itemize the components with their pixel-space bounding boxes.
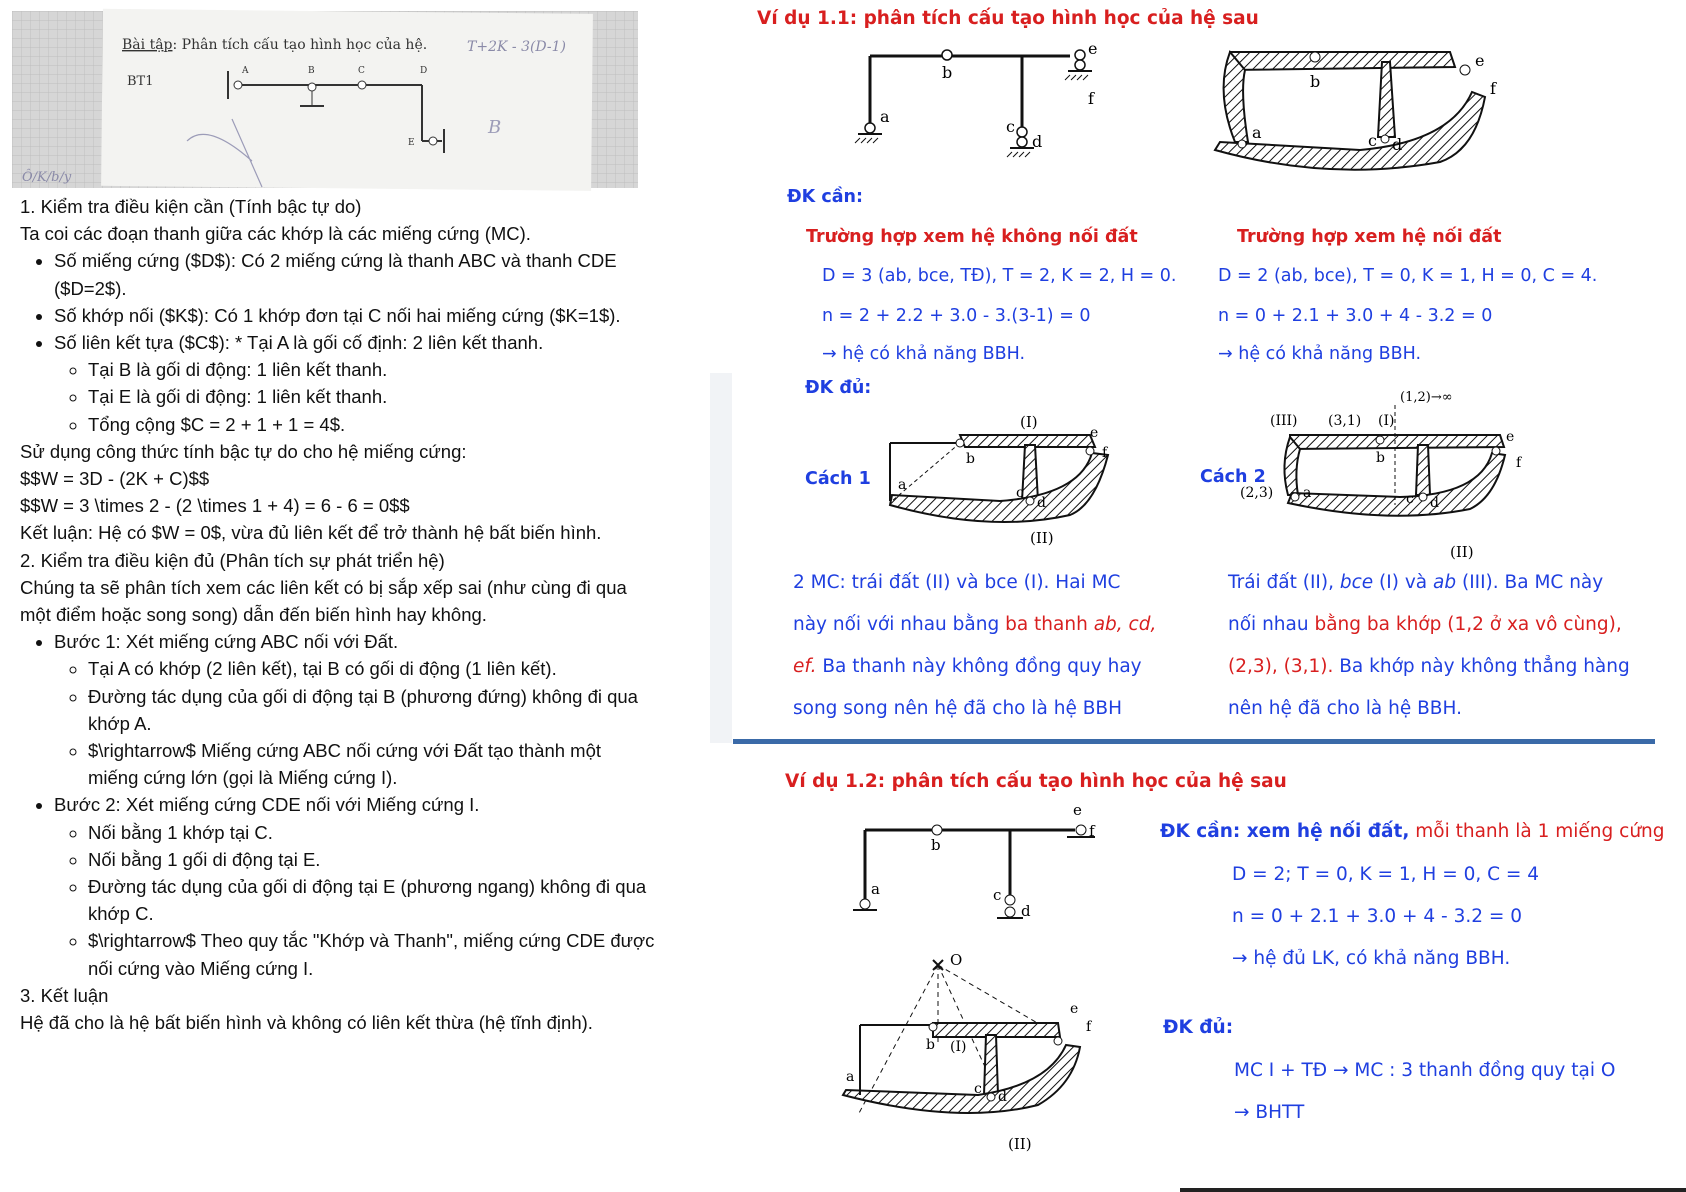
photo-heading: Bài tập: Phân tích cấu tạo hình học của hệ. <box>122 37 428 53</box>
step-1: • Bước 1: Xét miếng cứng ABC nối với Đất. ◦ Tại A có khớp (2 liên kết), tại B có gối di động (1 liên kết). ◦ Đường tác dụng của gối di động tại B (phương đứng) không đi qua khớp A. ◦ $\rightarrow$ Miếng cứng ABC nối cứng với Đất tạo thành một miếng cứng lớn (gọi là Miếng cứng I). <box>54 628 655 791</box>
ex1-c2-label-a: a <box>1303 485 1312 501</box>
ex1-c1-label-d: d <box>1037 495 1046 511</box>
section-1-intro: Ta coi các đoạn thanh giữa các khớp là các miếng cứng (MC). <box>20 223 531 245</box>
ex2-hatch-label-II: (II) <box>1008 1135 1032 1153</box>
homework-photo-drawing <box>12 11 638 188</box>
ex1-label-d: d <box>1032 132 1043 151</box>
example-1-1-title: Ví dụ 1.1: phân tích cấu tạo hình học của hệ sau <box>757 8 1259 29</box>
ex2-label-a: a <box>871 880 880 898</box>
explanation-segment: Ba khớp này không thẳng hàng <box>1333 656 1630 677</box>
ex1-c2-label-d: d <box>1430 495 1439 511</box>
example-1-2-title: Ví dụ 1.2: phân tích cấu tạo hình học của hệ sau <box>785 771 1287 792</box>
explanation-line <box>1228 688 1668 730</box>
ex2-hatch-label-I: (I) <box>950 1039 967 1055</box>
explanation-segment: ab, cd, <box>1093 614 1157 635</box>
explanation-segment: ab <box>1433 572 1457 593</box>
ex1-case-right-title: Trường hợp xem hệ nối đất <box>1237 227 1502 247</box>
explanation-segment: (2,3), (3,1). <box>1228 656 1334 677</box>
ex1-label-c: c <box>1006 117 1015 136</box>
explanation-line <box>793 562 1183 604</box>
explanation-line <box>1228 604 1668 646</box>
explanation-segment: Ba thanh này không đồng quy hay <box>816 656 1142 677</box>
ex1-cach1-diagram <box>880 405 1120 550</box>
list-item: ◦ Tại B là gối di động: 1 liên kết thanh. <box>88 356 655 383</box>
ex1-hatched-diagram <box>1210 42 1510 182</box>
ex1-c2-label-f: f <box>1516 455 1522 471</box>
ex2-line-5: → BHTT <box>1234 1102 1305 1123</box>
section-2-intro: Chúng ta sẽ phân tích xem các liên kết có bị sắp xếp sai (như cùng đi qua một điểm hoặc song song) dẫn đến biến hình hay không. <box>20 576 627 626</box>
section-2-list <box>20 628 655 982</box>
support-sublist <box>54 356 655 438</box>
ex1-cach-2: Cách 2 <box>1200 467 1266 487</box>
ex2-hatch-label-e: e <box>1070 1001 1079 1017</box>
list-item: ◦ Tổng cộng $C = 2 + 1 + 1 = 4$. <box>88 411 655 438</box>
ex1-dk-du: ĐK đủ: <box>805 378 872 398</box>
solution-text <box>20 193 655 1036</box>
ex1-hatch-label-c: c <box>1368 131 1377 150</box>
photo-problem-id: BT1 <box>127 74 154 89</box>
photo-node-e: E <box>408 138 415 148</box>
formula-intro: Sử dụng công thức tính bậc tự do cho hệ miếng cứng: <box>20 440 467 462</box>
photo-handwriting-formula: T+2K - 3(D-1) <box>467 39 567 55</box>
list-item: ◦ Nối bằng 1 gối di động tại E. <box>88 846 655 873</box>
ex1-case-left-line-1: D = 3 (ab, bce, TĐ), T = 2, K = 2, H = 0. <box>822 266 1177 286</box>
list-item: ◦ Đường tác dụng của gối di động tại E (phương ngang) không đi qua khớp C. <box>88 873 655 927</box>
ex1-c2-label-c: c <box>1406 491 1414 507</box>
ex1-cach2-explanation <box>1228 562 1668 730</box>
step-2: • Bước 2: Xét miếng cứng CDE nối với Miếng cứng I. ◦ Nối bằng 1 khớp tại C. ◦ Nối bằng 1 gối di động tại E. ◦ Đường tác dụng của gối di động tại E (phương ngang) không đi qua khớp C. ◦ $\rightarrow$ Theo quy tắc "Khớp và Thanh", miếng cứng CDE được nối cứng vào Miếng cứng I. <box>54 791 655 981</box>
ex2-label-f: f <box>1089 822 1095 840</box>
section-3-title: 3. Kết luận <box>20 984 109 1006</box>
ex1-hatch-label-b: b <box>1310 72 1321 91</box>
explanation-line <box>793 688 1183 730</box>
section-1-conclusion: Kết luận: Hệ có $W = 0$, vừa đủ liên kết để trở thành hệ bất biến hình. <box>20 522 602 544</box>
ex1-c1-label-c: c <box>1016 485 1024 501</box>
explanation-segment: nên hệ đã cho là hệ BBH. <box>1228 698 1462 719</box>
photo-scribble-bottom: Ô/K/b/y <box>22 170 72 185</box>
ex1-label-b: b <box>942 63 953 82</box>
ex2-label-e: e <box>1073 801 1082 819</box>
ex1-c1-label-b: b <box>966 451 975 467</box>
section-2-title: 2. Kiểm tra điều kiện đủ (Phân tích sự phát triển hệ) <box>20 549 445 571</box>
ex2-label-b: b <box>931 836 941 854</box>
ex1-case-left-line-2: n = 2 + 2.2 + 3.0 - 3.(3-1) = 0 <box>822 306 1091 326</box>
ex2-line-4: MC I + TĐ → MC : 3 thanh đồng quy tại O <box>1234 1060 1616 1081</box>
photo-node-c: C <box>358 66 365 76</box>
formula-general: $$W = 3D - (2K + C)$$ <box>20 468 210 490</box>
section-1-title: 1. Kiểm tra điều kiện cần (Tính bậc tự do) <box>20 196 362 217</box>
ex2-label-d: d <box>1021 902 1031 920</box>
explanation-segment: (III). Ba MC này <box>1456 572 1604 593</box>
section-3-text: Hệ đã cho là hệ bất biến hình và không có liên kết thừa (hệ tĩnh định). <box>20 1012 593 1034</box>
ex1-c1-label-e: e <box>1090 425 1099 441</box>
formula-computed: $$W = 3 \times 2 - (2 \times 1 + 4) = 6 - 6 = 0$$ <box>20 495 410 517</box>
section-1-list <box>20 247 655 437</box>
ex1-c1-label-a: a <box>898 477 907 493</box>
ex1-frame-diagram <box>850 40 1115 168</box>
ex1-label-e: e <box>1088 39 1098 58</box>
list-item: • Số liên kết tựa ($C$): * Tại A là gối cố định: 2 liên kết thanh. ◦ Tại B là gối di động: 1 liên kết thanh. ◦ Tại E là gối di động: 1 liên kết thanh. ◦ Tổng cộng $C = 2 + 1 + 1 = 4$. <box>54 329 655 438</box>
explanation-line <box>793 646 1183 688</box>
ex1-dk-can: ĐK cần: <box>787 187 863 207</box>
ex1-c2-label-e: e <box>1506 429 1515 445</box>
ex2-hatched-diagram <box>838 945 1108 1155</box>
ex1-hatch-label-f: f <box>1490 79 1496 98</box>
ex2-label-O: O <box>950 951 963 969</box>
explanation-segment: Trái đất (II), <box>1228 572 1340 593</box>
photo-node-a: A <box>242 66 249 76</box>
ex1-hatch-label-a: a <box>1252 123 1262 142</box>
ex1-c2-label-b: b <box>1376 450 1385 466</box>
ex1-case-right-line-3: → hệ có khả năng BBH. <box>1218 344 1422 364</box>
photo-node-b: B <box>308 66 315 76</box>
ex2-label-c: c <box>993 886 1002 904</box>
ex1-case-right-line-1: D = 2 (ab, bce), T = 0, K = 1, H = 0, C = 4. <box>1218 266 1598 286</box>
explanation-segment: song song nên hệ đã cho là hệ BBH <box>793 698 1123 719</box>
ex1-c1-label-f: f <box>1102 445 1108 461</box>
list-item: ◦ $\rightarrow$ Theo quy tắc "Khớp và Thanh", miếng cứng CDE được nối cứng vào Miếng cứng I. <box>88 927 655 981</box>
ex2-line-1: D = 2; T = 0, K = 1, H = 0, C = 4 <box>1232 864 1540 885</box>
list-item: • Số khớp nối ($K$): Có 1 khớp đơn tại C nối hai miếng cứng ($K=1$). <box>54 302 655 329</box>
list-item: • Số miếng cứng ($D$): Có 2 miếng cứng là thanh ABC và thanh CDE ($D=2$). <box>54 247 655 301</box>
ex2-dk-du: ĐK đủ: <box>1163 1017 1234 1038</box>
list-item: ◦ Nối bằng 1 khớp tại C. <box>88 819 655 846</box>
photo-node-d: D <box>420 66 428 76</box>
ex2-hatch-label-d: d <box>998 1089 1007 1105</box>
explanation-segment: ef. <box>793 656 817 677</box>
explanation-line <box>1228 646 1668 688</box>
ex1-c2-label-p12: (1,2)→∞ <box>1400 390 1453 405</box>
homework-photo <box>12 11 638 188</box>
list-item: ◦ Tại A có khớp (2 liên kết), tại B có gối di động (1 liên kết). <box>88 655 655 682</box>
ex2-hatch-label-a: a <box>846 1069 855 1085</box>
ex1-case-left-line-3: → hệ có khả năng BBH. <box>822 344 1026 364</box>
explanation-segment: (I) và <box>1373 572 1433 593</box>
ex1-cach2-diagram <box>1240 385 1570 565</box>
explanation-segment: bằng ba khớp (1,2 ở xa vô cùng), <box>1314 614 1622 635</box>
page-shadow <box>710 373 732 743</box>
bottom-edge <box>1180 1188 1686 1192</box>
explanation-segment: bce <box>1339 572 1374 593</box>
ex1-c1-label-I: (I) <box>1020 413 1038 431</box>
ex1-case-right-line-2: n = 0 + 2.1 + 3.0 + 4 - 3.2 = 0 <box>1218 306 1493 326</box>
ex2-hatch-label-f: f <box>1086 1019 1092 1035</box>
explanation-line <box>1228 562 1668 604</box>
explanation-segment: này nối với nhau bằng <box>793 614 1006 635</box>
ex1-hatch-label-d: d <box>1392 135 1403 154</box>
ex1-c2-label-II: (II) <box>1450 543 1474 561</box>
ex1-hatch-label-e: e <box>1475 51 1485 70</box>
section-divider <box>733 739 1655 744</box>
ex2-hatch-label-c: c <box>974 1081 982 1097</box>
ex1-label-f: f <box>1088 89 1094 108</box>
explanation-line <box>793 604 1183 646</box>
list-item: ◦ Tại E là gối di động: 1 liên kết thanh. <box>88 383 655 410</box>
explanation-segment: 2 MC: trái đất (II) và bce (I). Hai MC <box>793 572 1121 593</box>
ex1-case-left-title: Trường hợp xem hệ không nối đất <box>806 227 1138 247</box>
ex2-line-3: → hệ đủ LK, có khả năng BBH. <box>1232 948 1511 969</box>
ex1-label-a: a <box>880 107 890 126</box>
ex1-c1-label-II: (II) <box>1030 529 1054 547</box>
ex1-c2-label-III: (III) <box>1270 413 1298 429</box>
photo-scribble-right: B <box>488 117 502 138</box>
ex2-line-2: n = 0 + 2.1 + 3.0 + 4 - 3.2 = 0 <box>1232 906 1523 927</box>
ex2-hatch-label-b: b <box>926 1037 935 1053</box>
ex1-c2-label-p23: (2,3) <box>1240 485 1274 501</box>
explanation-segment: nối nhau <box>1228 614 1315 635</box>
ex1-cach1-explanation <box>793 562 1183 730</box>
ex1-c2-label-I: (I) <box>1378 413 1395 429</box>
ex2-dk-can: ĐK cần: xem hệ nối đất, mỗi thanh là 1 miếng cứng <box>1160 821 1665 842</box>
ex1-cach-1: Cách 1 <box>805 469 871 489</box>
ex1-c2-label-p31: (3,1) <box>1328 413 1362 429</box>
explanation-segment: ba thanh <box>1005 614 1094 635</box>
list-item: ◦ $\rightarrow$ Miếng cứng ABC nối cứng với Đất tạo thành một miếng cứng lớn (gọi là Miếng cứng I). <box>88 737 655 791</box>
ex2-frame-diagram <box>845 800 1105 930</box>
list-item: ◦ Đường tác dụng của gối di động tại B (phương đứng) không đi qua khớp A. <box>88 683 655 737</box>
